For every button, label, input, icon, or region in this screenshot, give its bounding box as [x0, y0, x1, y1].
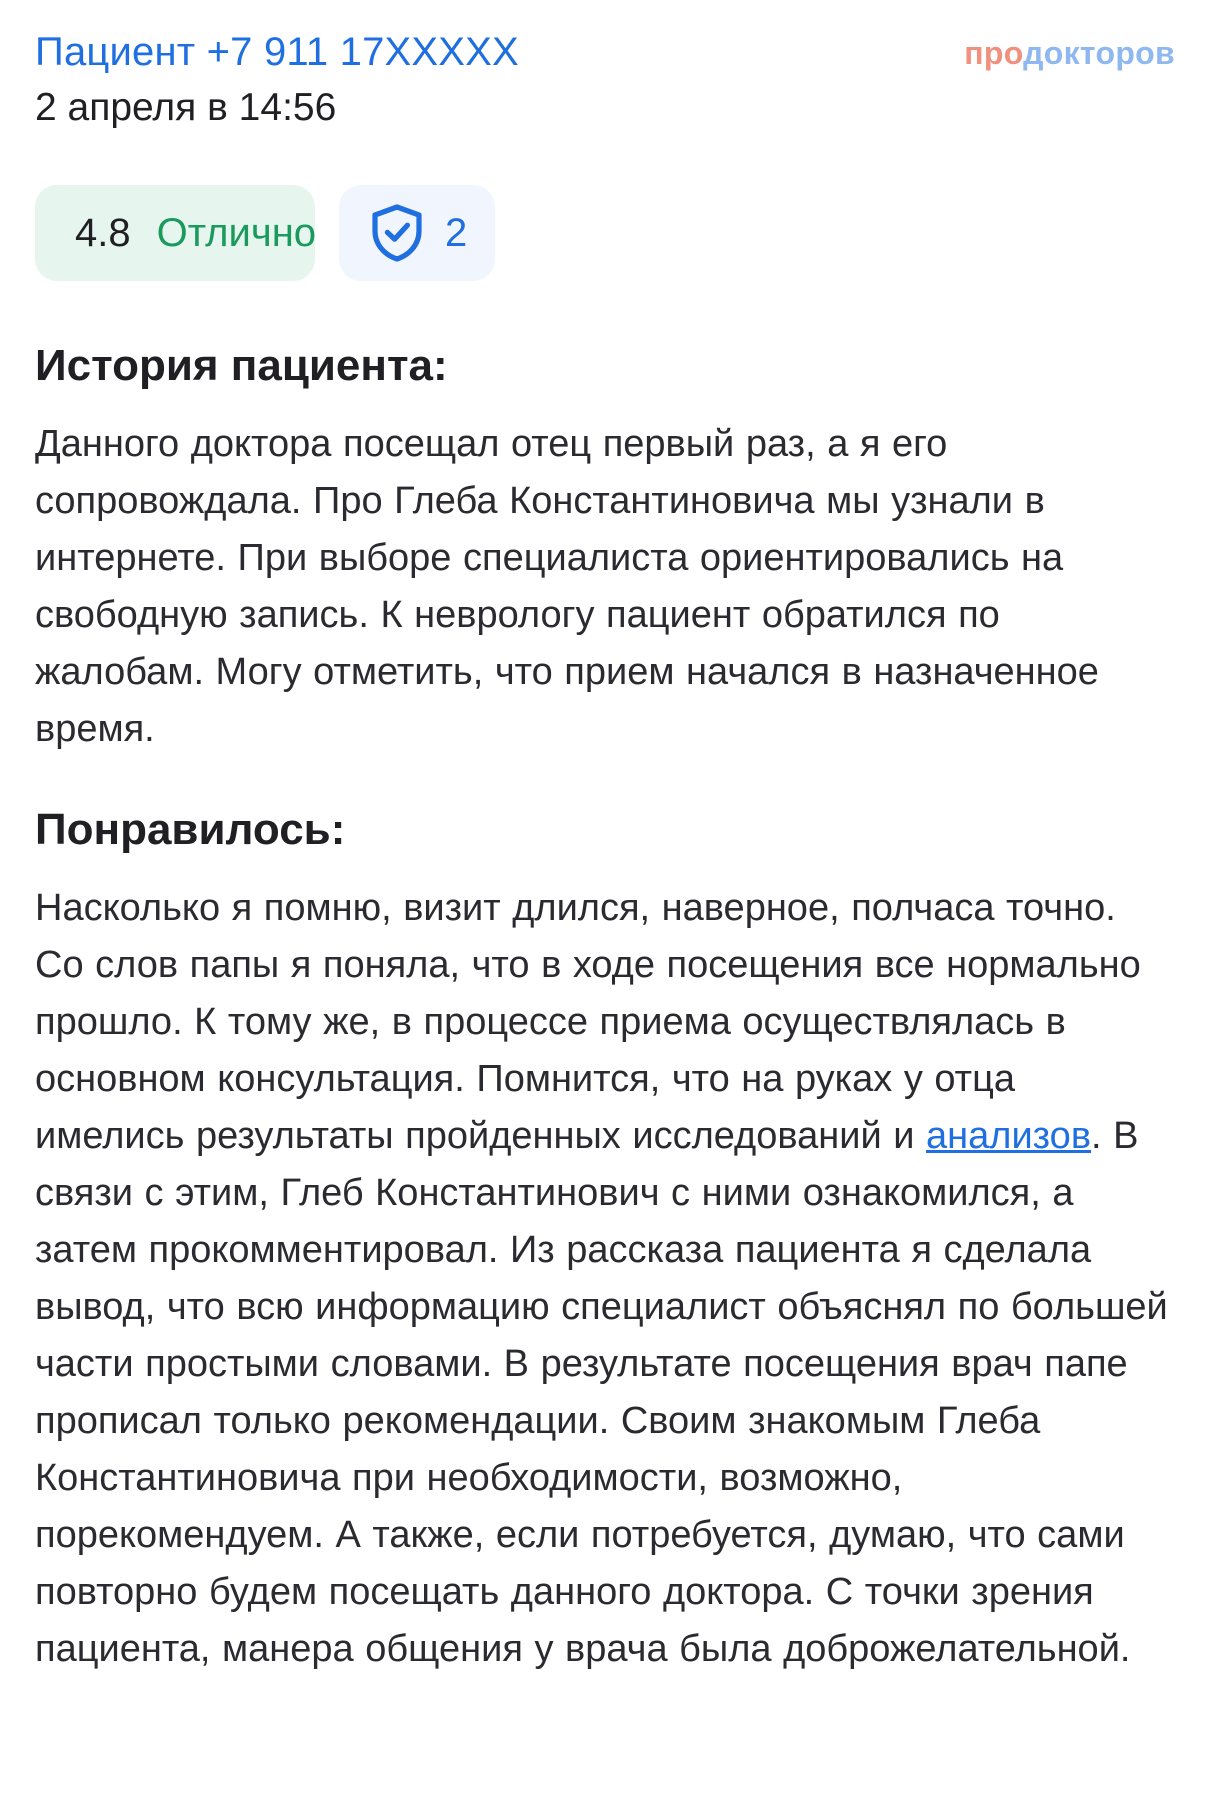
badges-row	[35, 185, 1175, 281]
rating-label: Отлично	[156, 210, 317, 255]
rating-value: 4.8	[75, 210, 131, 255]
verified-count: 2	[445, 210, 468, 255]
review-header	[35, 22, 1175, 132]
verified-badge[interactable]	[339, 185, 495, 281]
review-card	[35, 22, 1175, 1678]
brand-logo	[964, 30, 1175, 76]
brand-logo-part2: докторов	[1023, 35, 1175, 71]
liked-title: Понравилось:	[35, 805, 346, 854]
liked-text-after: . В связи с этим, Глеб Константинович с ними ознакомился, а затем прокомментировал. Из рассказа пациента я сделала вывод, что всю информацию специалист объяснял по большей части простыми словами. В результате посещения врач папе прописал только рекомендации. Своим знакомым Глеба Константиновича при необходимости, возможно, порекомендуем. А также, если потребуется, думаю, что сами повторно будем посещать данного доктора. С точки зрения пациента, манера общения у врача была доброжелательной.	[35, 1115, 1168, 1670]
review-author[interactable]: Пациент +7 911 17XXXXX	[35, 30, 519, 74]
brand-logo-part1: про	[964, 35, 1024, 71]
review-date: 2 апреля в 14:56	[35, 86, 337, 129]
history-title: История пациента:	[35, 341, 448, 390]
liked-text	[35, 880, 1175, 1678]
history-text: Данного доктора посещал отец первый раз, а я его сопровождала. Про Глеба Константиновича мы узнали в интернете. При выборе специалиста ориентировались на свободную запись. К неврологу пациент обратился по жалобам. Могу отметить, что прием начался в назначенное время.	[35, 423, 1099, 750]
shield-check-icon	[367, 202, 427, 264]
analyses-link[interactable]: анализов	[926, 1115, 1092, 1157]
liked-text-before: Насколько я помню, визит длился, наверное, полчаса точно. Со слов папы я поняла, что в ходе посещения все нормально прошло. К тому же, в процессе приема осуществлялась в основном консультация. Помнится, что на руках у отца имелись результаты пройденных исследований и	[35, 887, 1141, 1157]
rating-badge	[35, 185, 315, 281]
